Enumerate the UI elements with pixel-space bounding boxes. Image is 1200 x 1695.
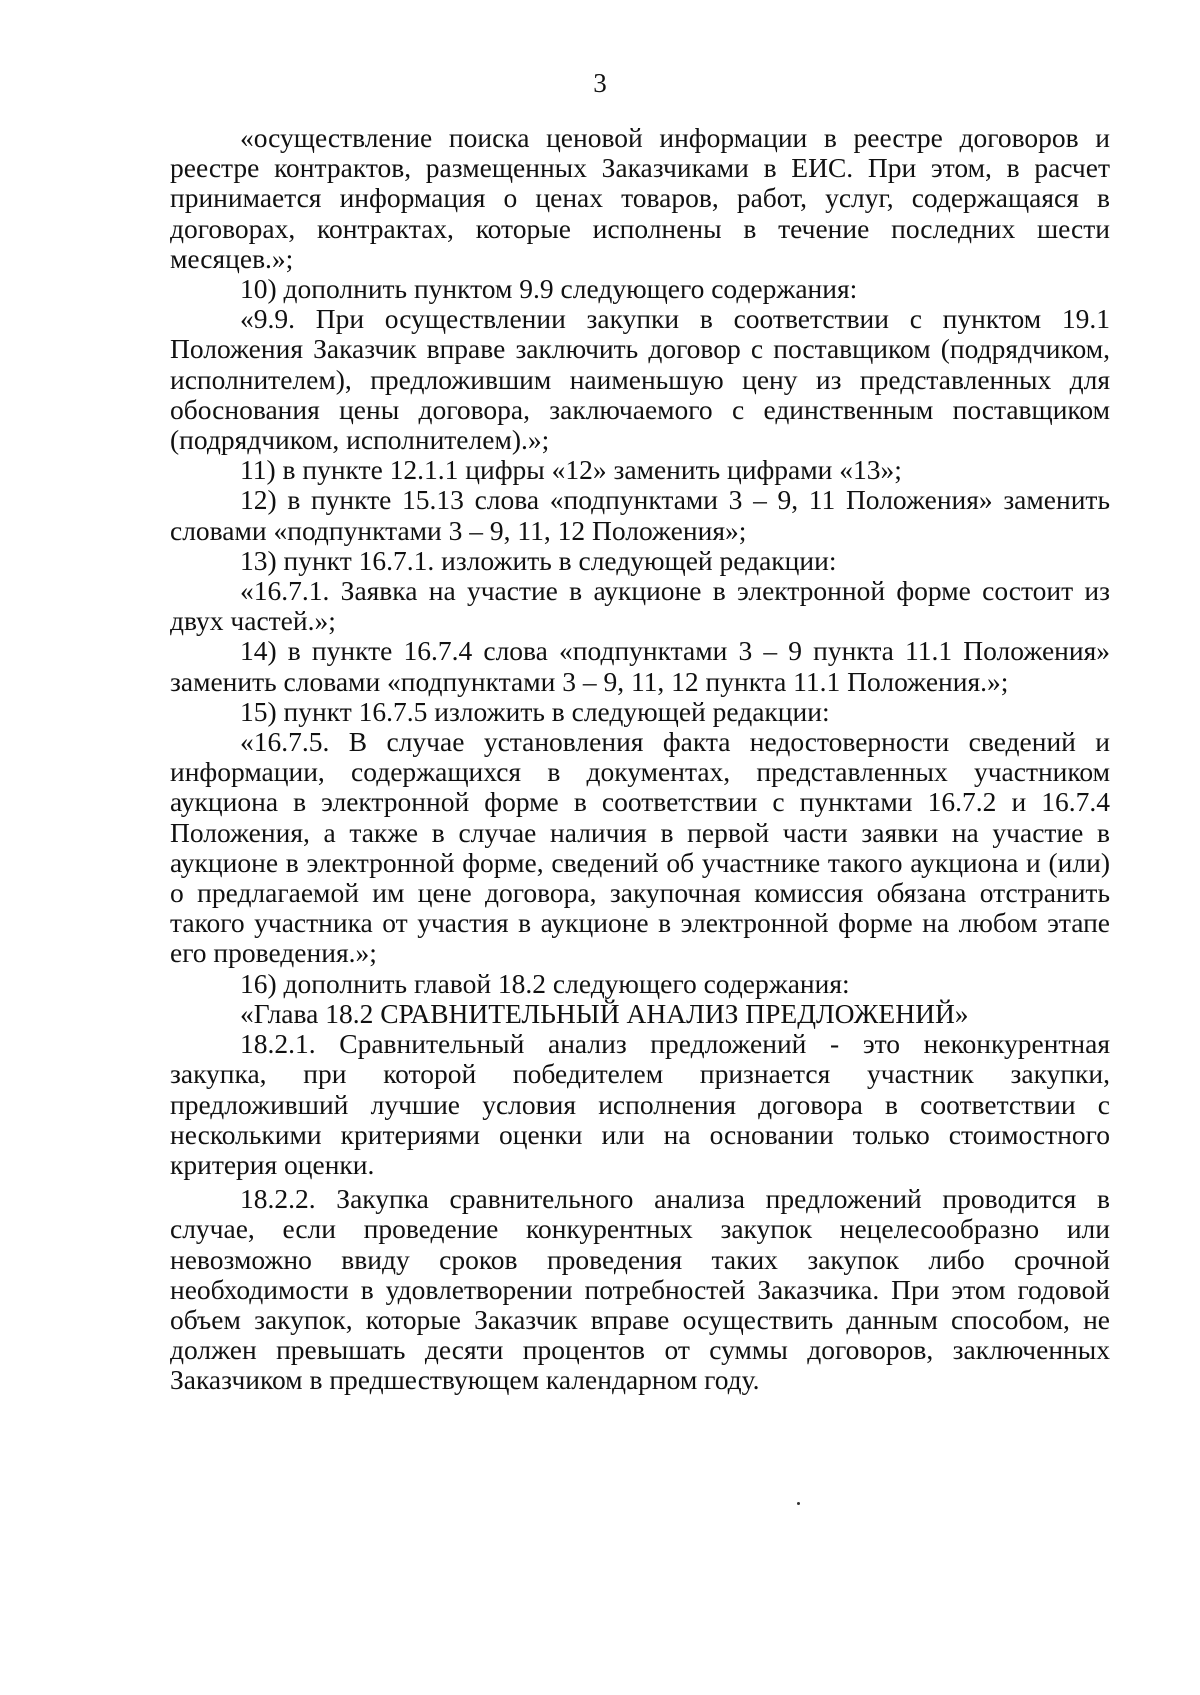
paragraph-16-7-5: «16.7.5. В случае установления факта недостоверности сведений и информации, содержащихся в документах, представленных участником аукциона в электронной форме в соответствии с пунктами 16.7.2 и 16.7.4 Положения, а также в случае наличия в первой части заявки на участие в аукционе в электронной форме, сведений об участнике такого аукциона и (или) о предлагаемой им цене договора, закупочная комиссия обязана отстранить такого участника от участия в аукционе в электронной форме на любом этапе его проведения.»; [170,726,1110,969]
page-number: 3 [593,68,607,98]
paragraph-item-12: 12) в пункте 15.13 слова «подпунктами 3 – 9, 11 Положения» заменить словами «подпунктами 3 – 9, 11, 12 Положения»; [170,484,1110,546]
paragraph-18-2-1: 18.2.1. Сравнительный анализ предложений - это неконкурентная закупка, при которой победителем признается участник закупки, предложивший лучшие условия исполнения договора в соответствии с несколькими критериями оценки или на основании только стоимостного критерия оценки. [170,1028,1110,1180]
document-body [170,123,1110,1396]
scan-speck [797,1502,800,1505]
paragraph-18-2-2: 18.2.2. Закупка сравнительного анализа предложений проводится в случае, если проведение конкурентных закупок нецелесообразно или невозможно ввиду сроков проведения таких закупок либо срочной необходимости в удовлетворении потребностей Заказчика. При этом годовой объем закупок, которые Заказчик вправе осуществить данным способом, не должен превышать десяти процентов от суммы договоров, заключенных Заказчиком в предшествующем календарном году. [170,1183,1110,1396]
paragraph-16-7-1: «16.7.1. Заявка на участие в аукционе в электронной форме состоит из двух частей.»; [170,575,1110,637]
paragraph-item-11: 11) в пункте 12.1.1 цифры «12» заменить цифрами «13»; [240,454,902,486]
paragraph-item-10: 10) дополнить пунктом 9.9 следующего содержания: [240,273,858,305]
paragraph-price-search: «осуществление поиска ценовой информации в реестре договоров и реестре контрактов, размещенных Заказчиками в ЕИС. При этом, в расчет принимается информация о ценах товаров, работ, услуг, содержащаяся в договорах, контрактах, которые исполнены в течение последних шести месяцев.»; [170,122,1110,274]
paragraph-item-13: 13) пункт 16.7.1. изложить в следующей редакции: [240,544,837,576]
paragraph-item-15: 15) пункт 16.7.5 изложить в следующей редакции: [240,695,830,727]
chapter-heading-18-2: «Глава 18.2 СРАВНИТЕЛЬНЫЙ АНАЛИЗ ПРЕДЛОЖЕНИЙ» [240,997,969,1029]
paragraph-9-9: «9.9. При осуществлении закупки в соответствии с пунктом 19.1 Положения Заказчик вправе заключить договор с поставщиком (подрядчиком, исполнителем), предложившим наименьшую цену из представленных для обоснования цены договора, заключаемого с единственным поставщиком (подрядчиком, исполнителем).»; [170,303,1110,456]
paragraph-item-16: 16) дополнить главой 18.2 следующего содержания: [240,967,850,999]
paragraph-item-14: 14) в пункте 16.7.4 слова «подпунктами 3 – 9 пункта 11.1 Положения» заменить словами «подпунктами 3 – 9, 11, 12 пункта 11.1 Положения.»; [170,635,1110,697]
